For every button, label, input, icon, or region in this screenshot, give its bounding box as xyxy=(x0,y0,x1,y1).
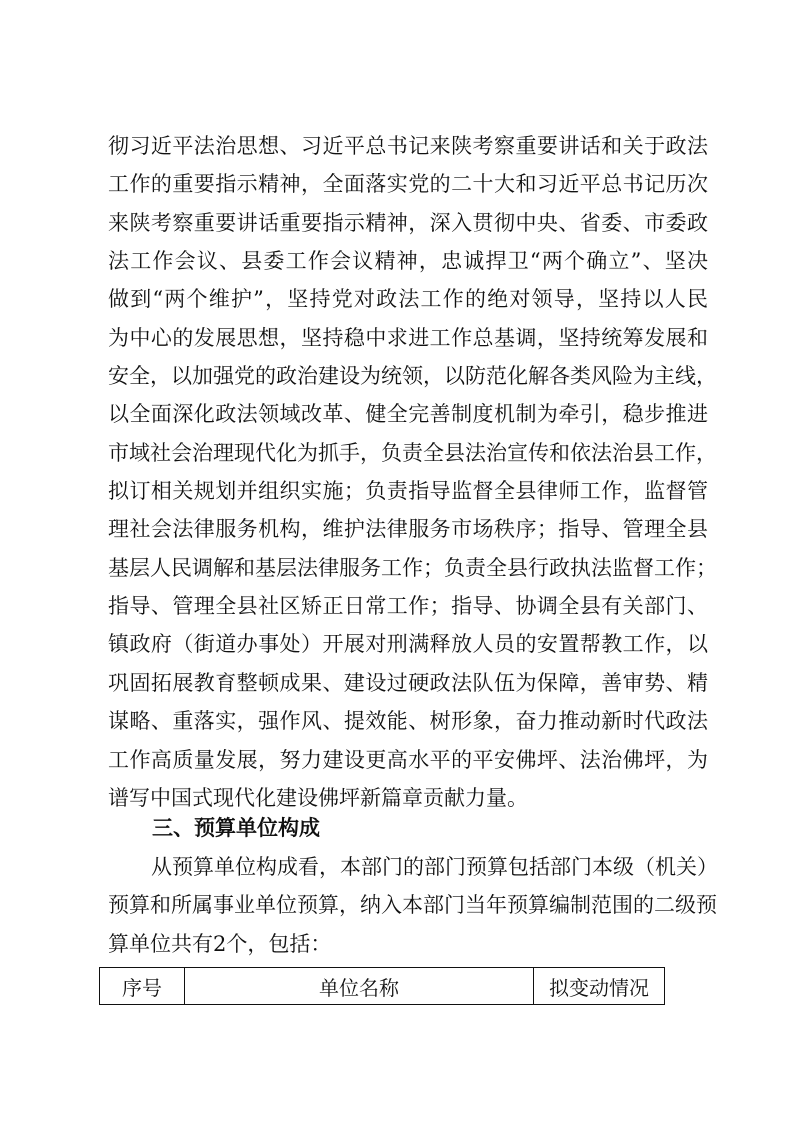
text-line: 镇政府（街道办事处）开展对刑满释放人员的安置帮教工作，以 xyxy=(108,632,708,657)
section-paragraph xyxy=(108,848,718,963)
text-line: 拟订相关规划并组织实施；负责指导监督全县律师工作，监督管 xyxy=(108,479,708,504)
text-line: 算单位共有2个，包括： xyxy=(108,931,332,956)
text-line: 市域社会治理现代化为抓手，负责全县法治宣传和依法治县工作， xyxy=(108,440,717,465)
budget-units-table xyxy=(99,967,665,1005)
text-line: 谱写中国式现代化建设佛坪新篇章贡献力量。 xyxy=(108,785,528,810)
text-line: 从预算单位构成看，本部门的部门预算包括部门本级（机关） xyxy=(151,855,718,879)
text-line: 以全面深化政法领域改革、健全完善制度机制为牵引，稳步推进 xyxy=(108,402,708,427)
text-line: 做到“两个维护”，坚持党对政法工作的绝对领导，坚持以人民 xyxy=(108,287,708,312)
text-line: 谋略、重落实，强作风、提效能、树形象，奋力推动新时代政法 xyxy=(108,709,708,734)
body-paragraph xyxy=(108,127,717,817)
text-line: 巩固拓展教育整顿成果、建设过硬政法队伍为保障，善审势、精 xyxy=(108,670,708,695)
text-line: 为中心的发展思想，坚持稳中求进工作总基调，坚持统筹发展和 xyxy=(108,325,708,350)
text-line: 工作的重要指示精神，全面落实党的二十大和习近平总书记历次 xyxy=(108,172,708,197)
text-line: 安全，以加强党的政治建设为统领，以防范化解各类风险为主线， xyxy=(108,364,717,389)
text-line: 指导、管理全县社区矫正日常工作；指导、协调全县有关部门、 xyxy=(108,594,708,619)
text-line: 理社会法律服务机构，维护法律服务市场秩序；指导、管理全县 xyxy=(108,517,708,542)
text-line: 工作高质量发展，努力建设更高水平的平安佛坪、法治佛坪，为 xyxy=(108,747,708,772)
column-header-index: 序号 xyxy=(100,968,185,1005)
column-header-unit-name: 单位名称 xyxy=(185,968,534,1005)
text-line: 来陕考察重要讲话重要指示精神，深入贯彻中央、省委、市委政 xyxy=(108,210,708,235)
table-header-row xyxy=(100,968,665,1005)
text-line: 彻习近平法治思想、习近平总书记来陕考察重要讲话和关于政法 xyxy=(108,134,708,158)
text-line: 预算和所属事业单位预算，纳入本部门当年预算编制范围的二级预 xyxy=(108,893,717,918)
column-header-change: 拟变动情况 xyxy=(534,968,665,1005)
section-heading: 三、预算单位构成 xyxy=(152,816,320,840)
text-line: 法工作会议、县委工作会议精神，忠诚捍卫“两个确立”、坚决 xyxy=(108,249,708,274)
text-line: 基层人民调解和基层法律服务工作；负责全县行政执法监督工作； xyxy=(108,555,717,580)
